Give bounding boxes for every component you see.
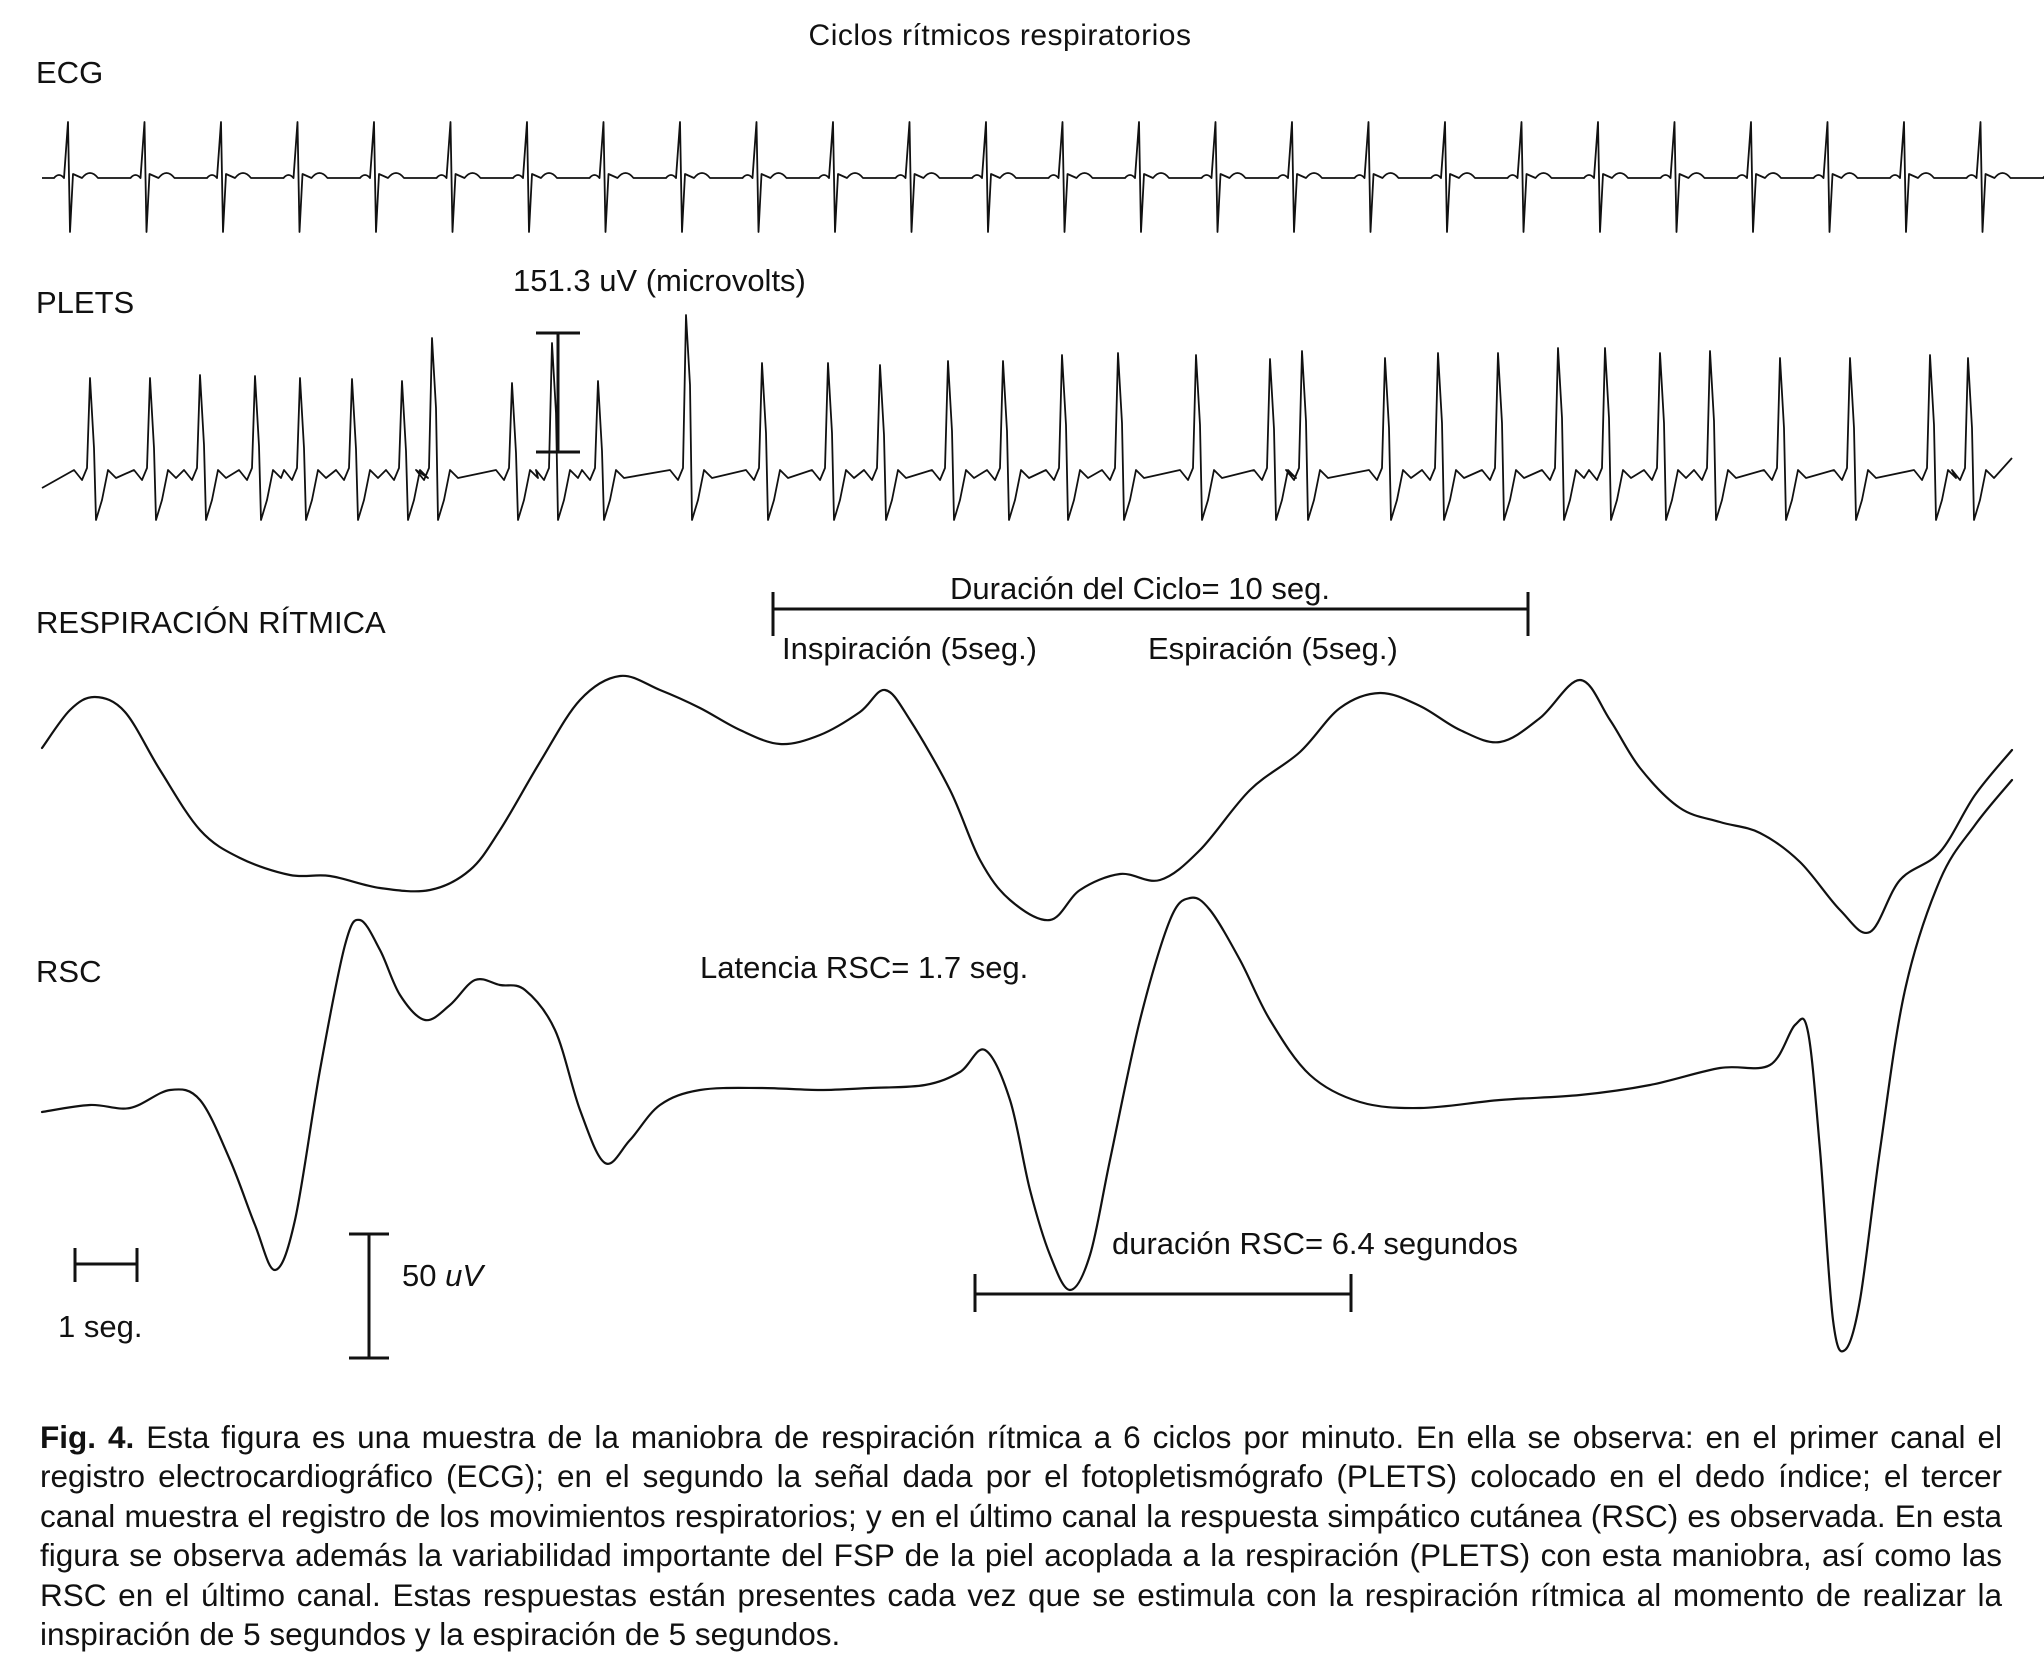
channel-label-plets: PLETS [36, 285, 135, 320]
respiration-trace [42, 676, 2012, 933]
expiration-label: Espiración (5seg.) [1148, 631, 1398, 666]
channel-label-respiration: RESPIRACIÓN RÍTMICA [36, 605, 386, 640]
amplitude-scale-value: 50 [402, 1258, 437, 1293]
rsc-latency-label: Latencia RSC= 1.7 seg. [700, 950, 1029, 985]
cycle-duration-label: Duración del Ciclo= 10 seg. [950, 571, 1330, 606]
rsc-trace [42, 780, 2012, 1351]
figure-caption [40, 1418, 2002, 1654]
channel-label-rsc: RSC [36, 954, 102, 989]
figure-title: Ciclos rítmicos respiratorios [808, 19, 1192, 52]
caption-figure-label: Fig. 4. [40, 1419, 135, 1455]
rsc-duration-bracket [975, 1274, 1351, 1312]
plets-scale-label: 151.3 uV (microvolts) [513, 263, 806, 298]
inspiration-label: Inspiración (5seg.) [782, 631, 1038, 666]
caption-text: Esta figura es una muestra de la maniobra de respiración rítmica a 6 ciclos por minuto. En ella se observa: en el primer canal el registro electrocardiográfico (ECG); en el segundo la señal dada por el fotopletismógrafo (PLETS) colocado en el dedo índice; el tercer canal muestra el registro de los movimientos respiratorios; y en el último canal la respuesta simpático cutánea (RSC) es observada. En esta figura se observa además la variabilidad importante del FSP de la piel acoplada a la respiración (PLETS) con esta maniobra, así como las RSC en el último canal. Estas respuestas están presentes cada vez que se estimula con la respiración rítmica al momento de realizar la inspiración de 5 segundos y la espiración de 5 segundos. [40, 1419, 2002, 1652]
amplitude-scale-unit: uV [445, 1258, 484, 1293]
plets-trace [42, 315, 2012, 520]
channel-label-ecg: ECG [36, 55, 104, 90]
amplitude-scale-bar [349, 1234, 389, 1358]
amplitude-scale-label [402, 1258, 486, 1293]
ecg-trace [42, 122, 2044, 232]
plets-scale-bar [536, 333, 580, 452]
rsc-duration-label: duración RSC= 6.4 segundos [1112, 1226, 1518, 1261]
time-scale-label: 1 seg. [58, 1309, 143, 1344]
time-scale-bar [75, 1248, 137, 1282]
